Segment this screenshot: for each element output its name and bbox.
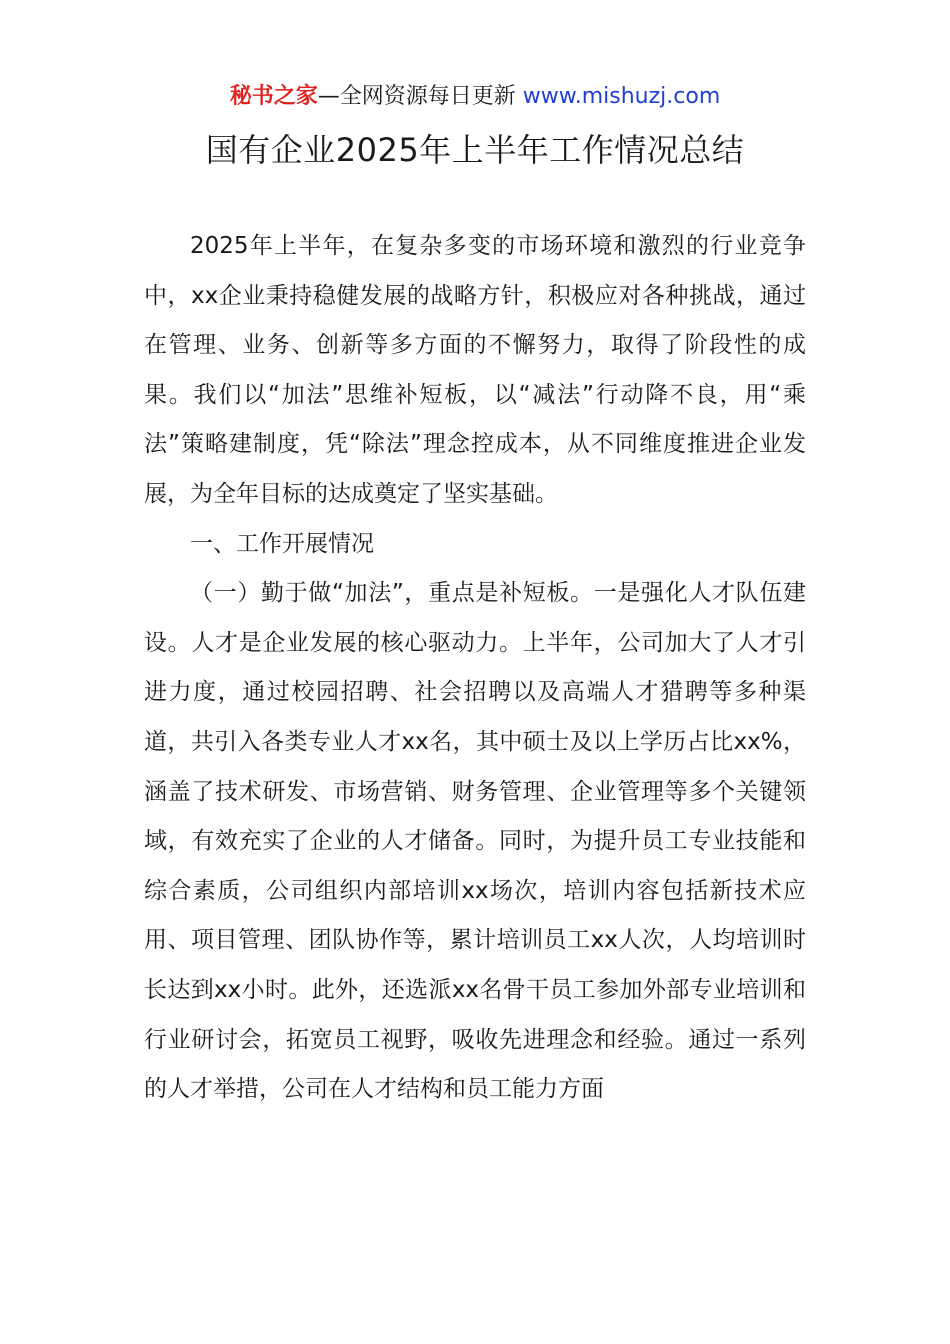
intro-paragraph: 2025年上半年，在复杂多变的市场环境和激烈的行业竞争中，xx企业秉持稳健发展的战略方针，积极应对各种挑战，通过在管理、业务、创新等多方面的不懈努力，取得了阶段性的成果。我们以“加法”思维补短板，以“减法”行动降不良，用“乘法”策略建制度，凭“除法”理念控成本，从不同维度推进企业发展，为全年目标的达成奠定了坚实基础。 <box>144 233 806 507</box>
document-body <box>144 222 806 1115</box>
section-paragraph: （一）勤于做“加法”，重点是补短板。一是强化人才队伍建设。人才是企业发展的核心驱动力。上半年，公司加大了人才引进力度，通过校园招聘、社会招聘以及高端人才猎聘等多种渠道，共引入各类专业人才xx名，其中硕士及以上学历占比xx%，涵盖了技术研发、市场营销、财务管理、企业管理等多个关键领域，有效充实了企业的人才储备。同时，为提升员工专业技能和综合素质，公司组织内部培训xx场次，培训内容包括新技术应用、项目管理、团队协作等，累计培训员工xx人次，人均培训时长达到xx小时。此外，还选派xx名骨干员工参加外部专业培训和行业研讨会，拓宽员工视野，吸收先进理念和经验。通过一系列的人才举措，公司在人才结构和员工能力方面 <box>144 580 806 1103</box>
site-url-link[interactable]: www.mishuzj.com <box>522 84 721 109</box>
section-heading: 一、工作开展情况 <box>190 530 374 557</box>
site-header <box>0 82 950 112</box>
brand-name: 秘书之家 <box>229 84 318 109</box>
header-tagline: —全网资源每日更新 <box>317 84 516 109</box>
document-title: 国有企业2025年上半年工作情况总结 <box>205 131 745 169</box>
